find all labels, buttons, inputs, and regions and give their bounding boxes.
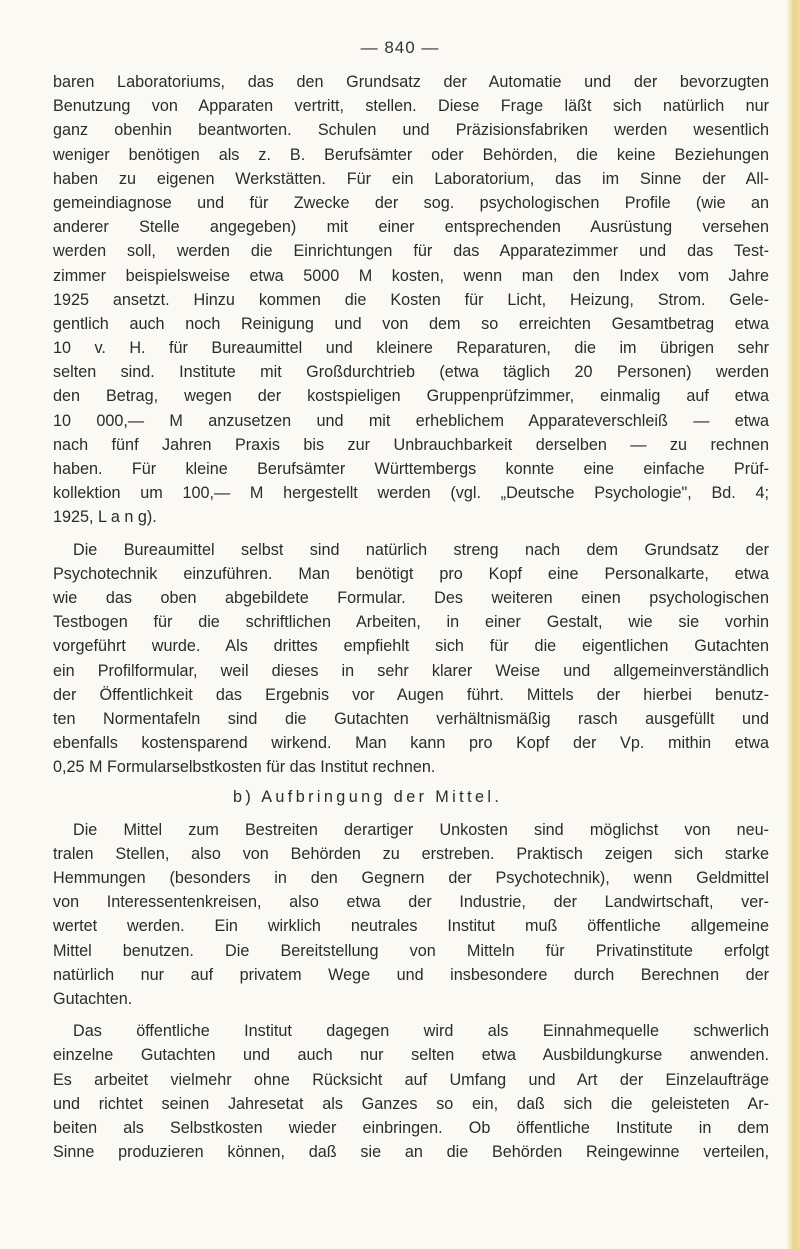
paragraph-1 [53,70,769,530]
text-line: zimmer beispielsweise etwa 5000 M kosten, wenn man den Index vom Jahre [53,266,769,285]
text-line: ebenfalls kostensparend wirkend. Man kann pro Kopf der Vp. mithin etwa [53,734,769,753]
page-edge-shadow [786,0,800,1249]
text-line: den Betrag, wegen der kostspieligen Gruppenprüfzimmer, einmalig auf etwa [53,387,769,406]
text-line: anderer Stelle angegeben) mit einer entsprechenden Ausrüstung versehen [53,218,769,237]
text-line: ten Normentafeln sind die Gutachten verhältnismäßig rasch ausgefüllt und [53,709,769,728]
paragraph-2 [53,538,769,780]
text-line: werden soll, werden die Einrichtungen für das Apparatezimmer und das Test- [53,242,769,261]
paragraph-gap [53,810,769,818]
text-line: wertet werden. Ein wirklich neutrales Institut muß öffentliche allgemeine [53,917,769,936]
text-line: 10 v. H. für Bureaumittel und kleinere Reparaturen, die im übrigen sehr [53,339,769,358]
text-line: tralen Stellen, also von Behörden zu erstreben. Praktisch zeigen sich starke [53,844,769,863]
text-line: und richtet seinen Jahresetat als Ganzes so ein, daß sich die geleisteten Ar- [53,1094,769,1113]
section-heading: b) Aufbringung der Mittel. [233,788,503,807]
paragraph-3 [53,818,769,1012]
text-line: Hemmungen (besonders in den Gegnern der Psychotechnik), wenn Geldmittel [53,869,769,887]
text-line: von Interessentenkreisen, also etwa der Industrie, der Landwirtschaft, ver- [53,893,769,912]
text-body [53,70,769,1164]
text-line: Testbogen für die schriftlichen Arbeiten, in einer Gestalt, wie sie vorhin [53,613,769,632]
text-line: beiten als Selbstkosten wieder einbringen. Ob öffentliche Institute in dem [53,1118,769,1137]
text-line: ganz obenhin beantworten. Schulen und Präzisionsfabriken werden wesentlich [53,121,769,140]
text-line: weniger benötigen als z. B. Berufsämter oder Behörden, die keine Beziehungen [53,145,769,164]
text-line: Es arbeitet vielmehr ohne Rücksicht auf Umfang und Art der Einzelaufträge [53,1070,769,1089]
text-line: Gutachten. [53,989,133,1008]
text-line: 10 000,— M anzusetzen und mit erheblichem Apparateverschleiß — etwa [53,411,769,430]
text-line: natürlich nur auf privatem Wege und insbesondere durch Berechnen der [53,965,769,984]
text-line: gentlich auch noch Reinigung und von dem so erreichten Gesamtbetrag etwa [53,314,769,333]
text-line: nach fünf Jahren Praxis bis zur Unbrauchbarkeit derselben — zu rechnen [53,435,769,454]
text-line: Sinne produzieren können, daß sie an die Behörden Reingewinne verteilen, [53,1143,769,1162]
text-line: 1925, L a n g). [53,508,157,527]
paragraph-gap [53,1011,769,1019]
text-line: haben zu eigenen Werkstätten. Für ein Laboratorium, das im Sinne der All- [53,169,769,188]
page-number: — 840 — [360,38,440,57]
paragraph-gap [53,530,769,538]
text-line: haben. Für kleine Berufsämter Württembergs konnte eine einfache Prüf- [53,460,769,478]
text-line: vorgeführt wurde. Als drittes empfiehlt sich für die eigentlichen Gutachten [53,637,769,656]
paragraph-4 [53,1019,769,1164]
text-line: selten sind. Institute mit Großdurchtrieb (etwa täglich 20 Personen) werden [53,363,769,382]
text-line: 0,25 M Formularselbstkosten für das Institut rechnen. [53,758,436,777]
text-line: baren Laboratoriums, das den Grundsatz der Automatie und der bevorzugten [53,73,769,91]
text-line: der Öffentlichkeit das Ergebnis vor Augen führt. Mittels der hierbei benutz- [53,685,769,704]
text-line: Benutzung von Apparaten vertritt, stellen. Diese Frage läßt sich natürlich nur [53,97,769,116]
text-line: kollektion um 100,— M hergestellt werden (vgl. „Deutsche Psychologie", Bd. 4; [53,484,769,503]
text-line: wie das oben abgebildete Formular. Des weiteren einen psychologischen [53,588,769,607]
text-line: Psychotechnik einzuführen. Man benötigt pro Kopf eine Personalkarte, etwa [53,564,769,583]
text-line: 1925 ansetzt. Hinzu kommen die Kosten für Licht, Heizung, Strom. Gele- [53,290,769,309]
text-line: ein Profilformular, weil dieses in sehr klarer Weise und allgemeinverständlich [53,661,769,680]
text-line: Mittel benutzen. Die Bereitstellung von Mitteln für Privatinstitute erfolgt [53,941,769,960]
text-line: gemeindiagnose und für Zwecke der sog. psychologischen Profile (wie an [53,193,769,212]
text-line: Die Mittel zum Bestreiten derartiger Unkosten sind möglichst von neu- [73,820,769,839]
text-line: Die Bureaumittel selbst sind natürlich streng nach dem Grundsatz der [73,540,769,559]
text-line: einzelne Gutachten und auch nur selten etwa Ausbildungkurse anwenden. [53,1046,769,1065]
text-line: Das öffentliche Institut dagegen wird als Einnahmequelle schwerlich [73,1022,769,1041]
